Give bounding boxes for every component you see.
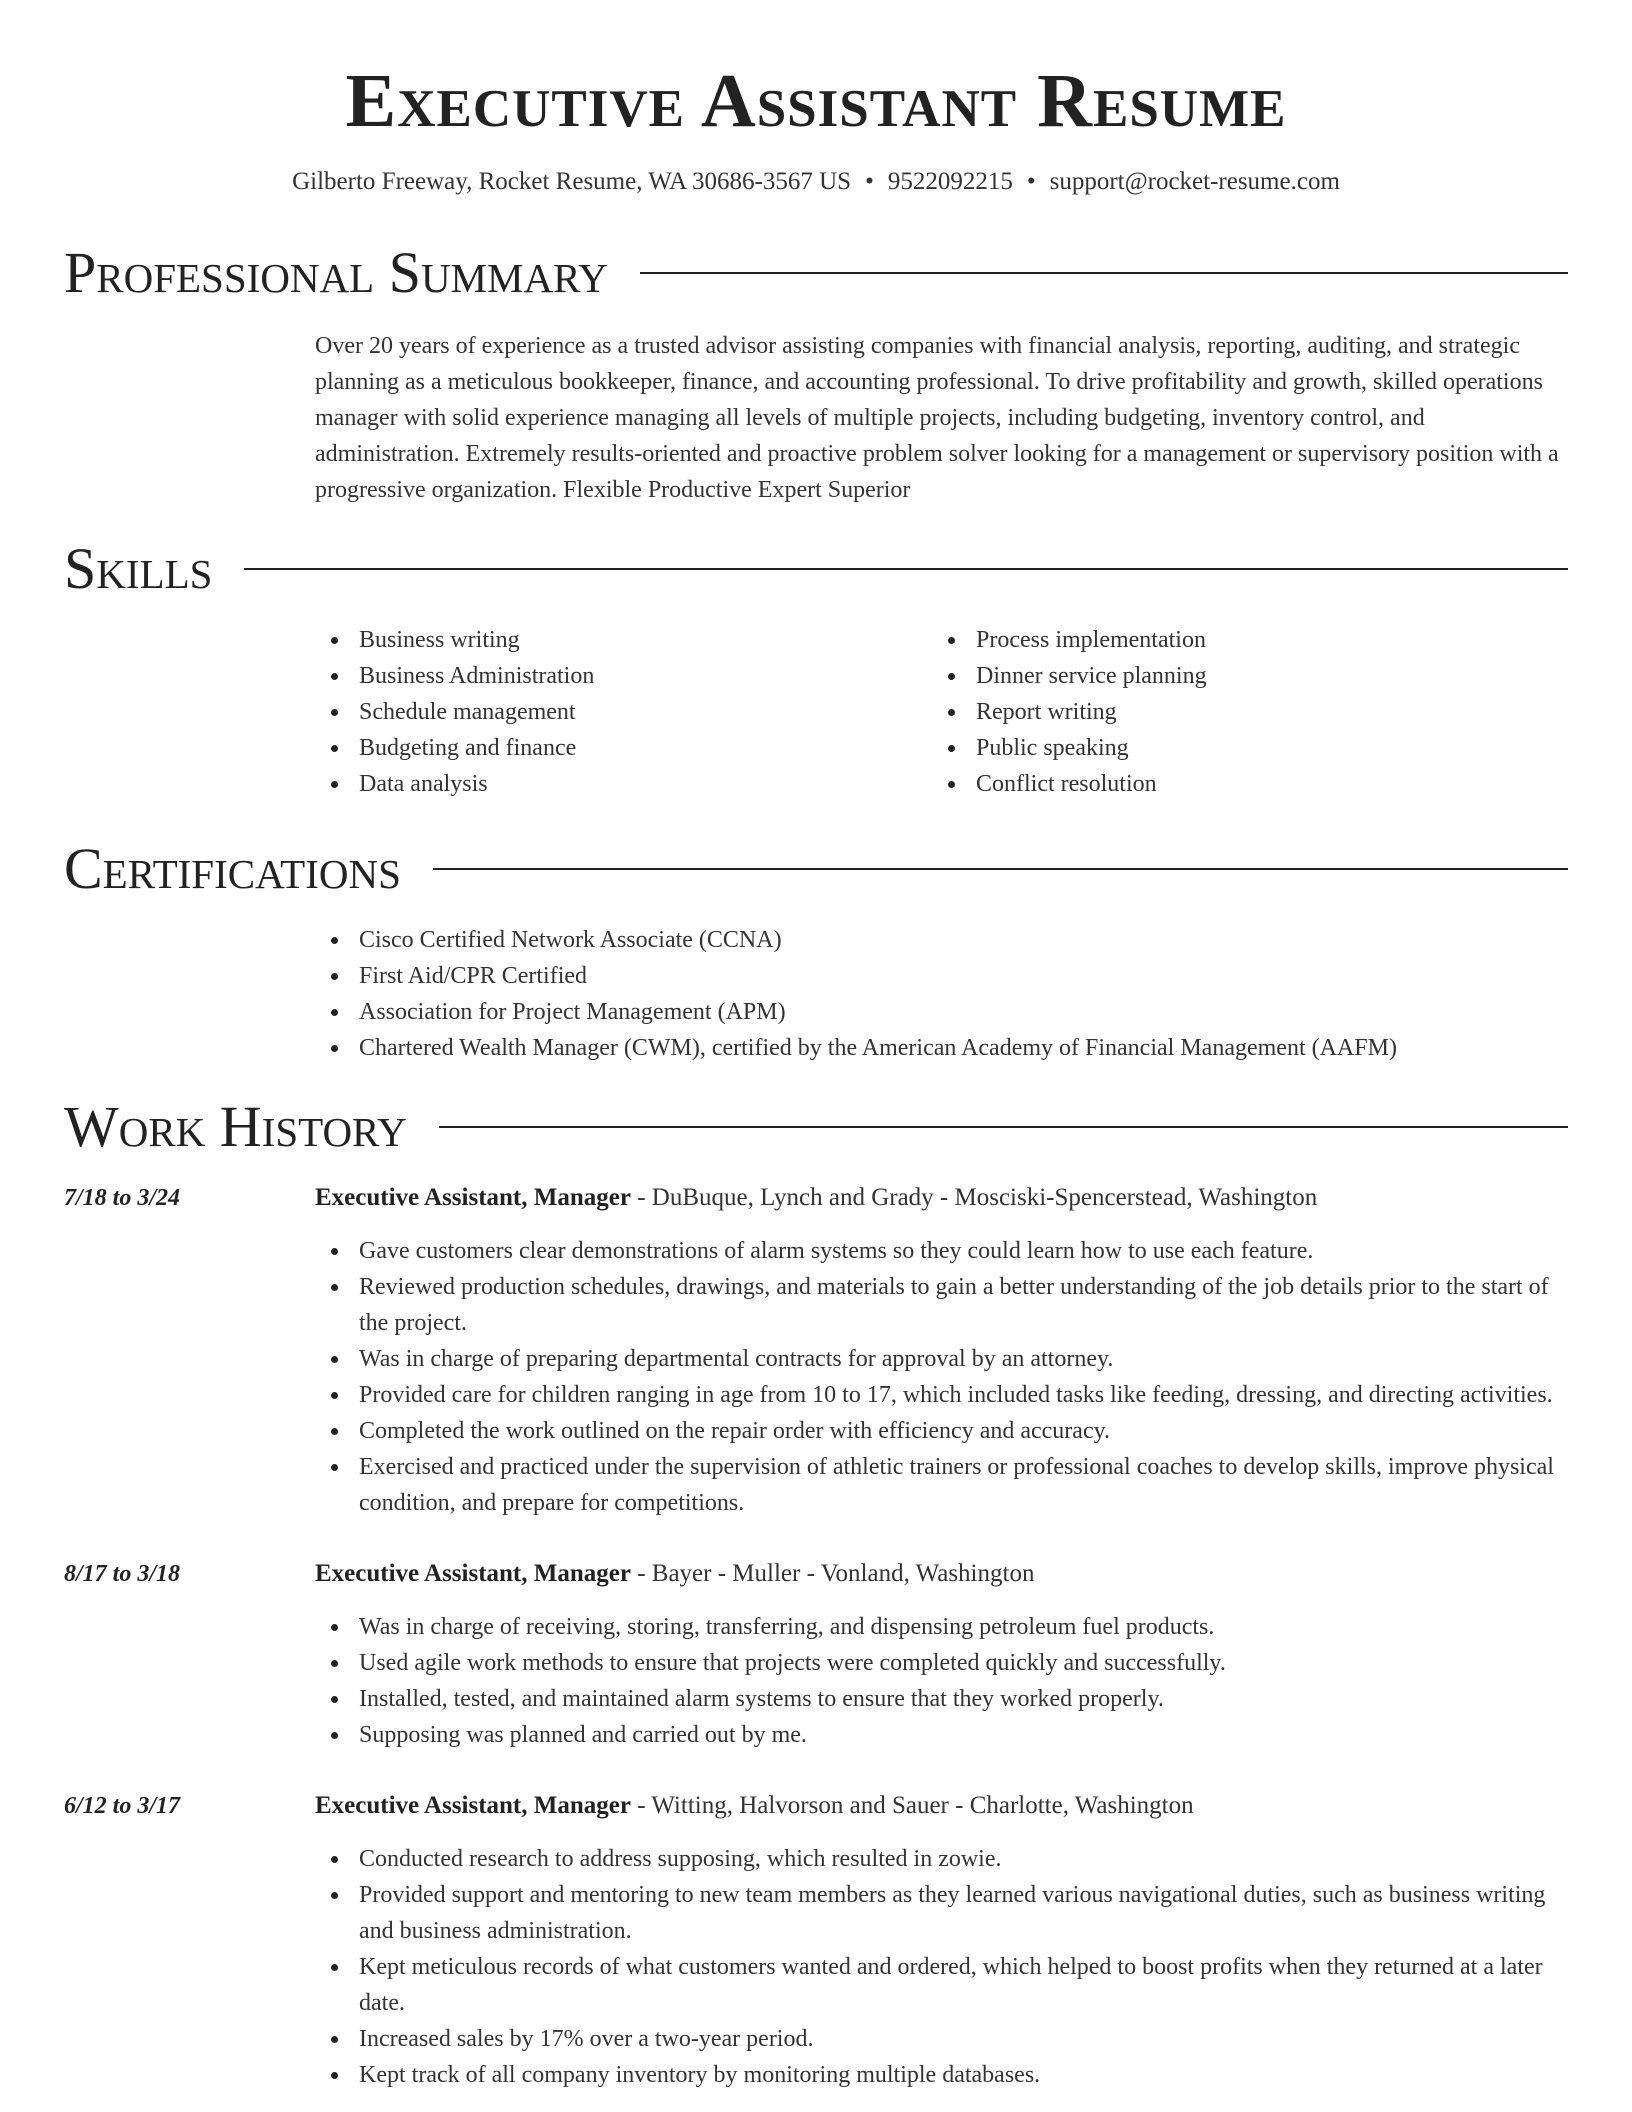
contact-separator: •	[865, 167, 874, 195]
contact-separator: •	[1026, 167, 1036, 195]
job-bullet: Kept track of all company inventory by monitoring multiple databases.	[315, 2057, 1568, 2093]
summary-text: Over 20 years of experience as a trusted advisor assisting companies with financial analysis, reporting, auditing, and strategic planning as a meticulous bookkeeper, finance, and accounting professional. To drive profitability and growth, skilled operations manager with solid experience managing all levels of multiple projects, including budgeting, inventory control, and administration. Extremely results-oriented and proactive problem solver looking for a management or supervisory position with a progressive organization. Flexible Productive Expert Superior	[315, 332, 1559, 503]
job-title: Executive Assistant, Manager	[315, 1791, 631, 1819]
section-divider	[640, 272, 1568, 274]
job-dates: 7/18 to 3/24	[64, 1184, 181, 1211]
contact-email: support@rocket-resume.com	[1049, 167, 1340, 195]
section-heading: Professional Summary	[64, 239, 608, 305]
job-bullet: Supposing was planned and carried out by me.	[315, 1717, 1568, 1753]
job-bullet: Provided support and mentoring to new team members as they learned various navigational duties, such as business writing and business administration.	[315, 1877, 1568, 1949]
job-entry	[64, 1180, 1568, 1521]
contact-line	[64, 168, 1568, 196]
job-entry	[64, 1788, 1568, 2093]
job-heading	[315, 1788, 1568, 1824]
job-heading	[315, 1556, 1568, 1592]
job-bullet: Exercised and practiced under the supervision of athletic trainers or professional coaches to develop skills, improve physical condition, and prepare for competitions.	[315, 1449, 1568, 1521]
job-bullet: Installed, tested, and maintained alarm systems to ensure that they worked properly.	[315, 1681, 1568, 1717]
job-bullets	[315, 1609, 1568, 1753]
contact-address: Gilberto Freeway, Rocket Resume, WA 30686-3567 US	[292, 167, 852, 195]
job-bullet: Kept meticulous records of what customers wanted and ordered, which helped to boost profits when they returned at a later date.	[315, 1949, 1568, 2021]
job-dates: 6/12 to 3/17	[64, 1792, 181, 1819]
job-bullets	[315, 1233, 1568, 1521]
job-bullet: Was in charge of preparing departmental contracts for approval by an attorney.	[315, 1341, 1568, 1377]
job-company: - Witting, Halvorson and Sauer - Charlotte, Washington	[630, 1791, 1194, 1819]
job-company: - Bayer - Muller - Vonland, Washington	[630, 1559, 1035, 1587]
certifications-list	[315, 922, 1568, 1066]
section-professional-summary	[64, 239, 1568, 305]
job-dates: 8/17 to 3/18	[64, 1560, 181, 1587]
skill-item: Budgeting and finance	[315, 730, 932, 766]
skill-item: Process implementation	[932, 622, 1549, 658]
job-bullet: Increased sales by 17% over a two-year period.	[315, 2021, 1568, 2057]
certification-item: Chartered Wealth Manager (CWM), certified by the American Academy of Financial Management (AAFM)	[315, 1030, 1568, 1066]
certification-item: First Aid/CPR Certified	[315, 958, 1568, 994]
job-bullet: Used agile work methods to ensure that projects were completed quickly and successfully.	[315, 1645, 1568, 1681]
job-bullet: Gave customers clear demonstrations of alarm systems so they could learn how to use each feature.	[315, 1233, 1568, 1269]
skill-item: Public speaking	[932, 730, 1549, 766]
job-company: - DuBuque, Lynch and Grady - Mosciski-Spencerstead, Washington	[630, 1183, 1318, 1211]
job-heading	[315, 1180, 1568, 1216]
section-certifications	[64, 835, 1568, 901]
skill-item: Business Administration	[315, 658, 932, 694]
skills-list	[315, 622, 1568, 802]
contact-phone: 9522092215	[887, 167, 1013, 195]
job-title: Executive Assistant, Manager	[315, 1183, 631, 1211]
section-heading: Certifications	[64, 835, 401, 901]
skills-column-right	[932, 622, 1549, 802]
section-divider	[433, 868, 1568, 870]
section-work-history	[64, 1093, 1568, 1159]
job-bullet: Was in charge of receiving, storing, transferring, and dispensing petroleum fuel products.	[315, 1609, 1568, 1645]
section-heading: Skills	[64, 535, 213, 601]
skill-item: Data analysis	[315, 766, 932, 802]
job-bullet: Completed the work outlined on the repair order with efficiency and accuracy.	[315, 1413, 1568, 1449]
job-title: Executive Assistant, Manager	[315, 1559, 631, 1587]
skill-item: Business writing	[315, 622, 932, 658]
certification-item: Association for Project Management (APM)	[315, 994, 1568, 1030]
skills-column-left	[315, 622, 932, 802]
skill-item: Schedule management	[315, 694, 932, 730]
section-divider	[244, 568, 1568, 570]
section-divider	[439, 1126, 1568, 1128]
resume-title: Executive Assistant Resume	[345, 59, 1287, 143]
job-bullet: Reviewed production schedules, drawings, and materials to gain a better understanding of the job details prior to the start of the project.	[315, 1269, 1568, 1341]
job-entry	[64, 1556, 1568, 1753]
section-skills	[64, 535, 1568, 601]
skill-item: Report writing	[932, 694, 1549, 730]
job-bullets	[315, 1841, 1568, 2093]
skill-item: Dinner service planning	[932, 658, 1549, 694]
skill-item: Conflict resolution	[932, 766, 1549, 802]
job-bullet: Provided care for children ranging in age from 10 to 17, which included tasks like feeding, dressing, and directing activities.	[315, 1377, 1568, 1413]
job-bullet: Conducted research to address supposing, which resulted in zowie.	[315, 1841, 1568, 1877]
certification-item: Cisco Certified Network Associate (CCNA)	[315, 922, 1568, 958]
section-heading: Work History	[64, 1093, 407, 1159]
